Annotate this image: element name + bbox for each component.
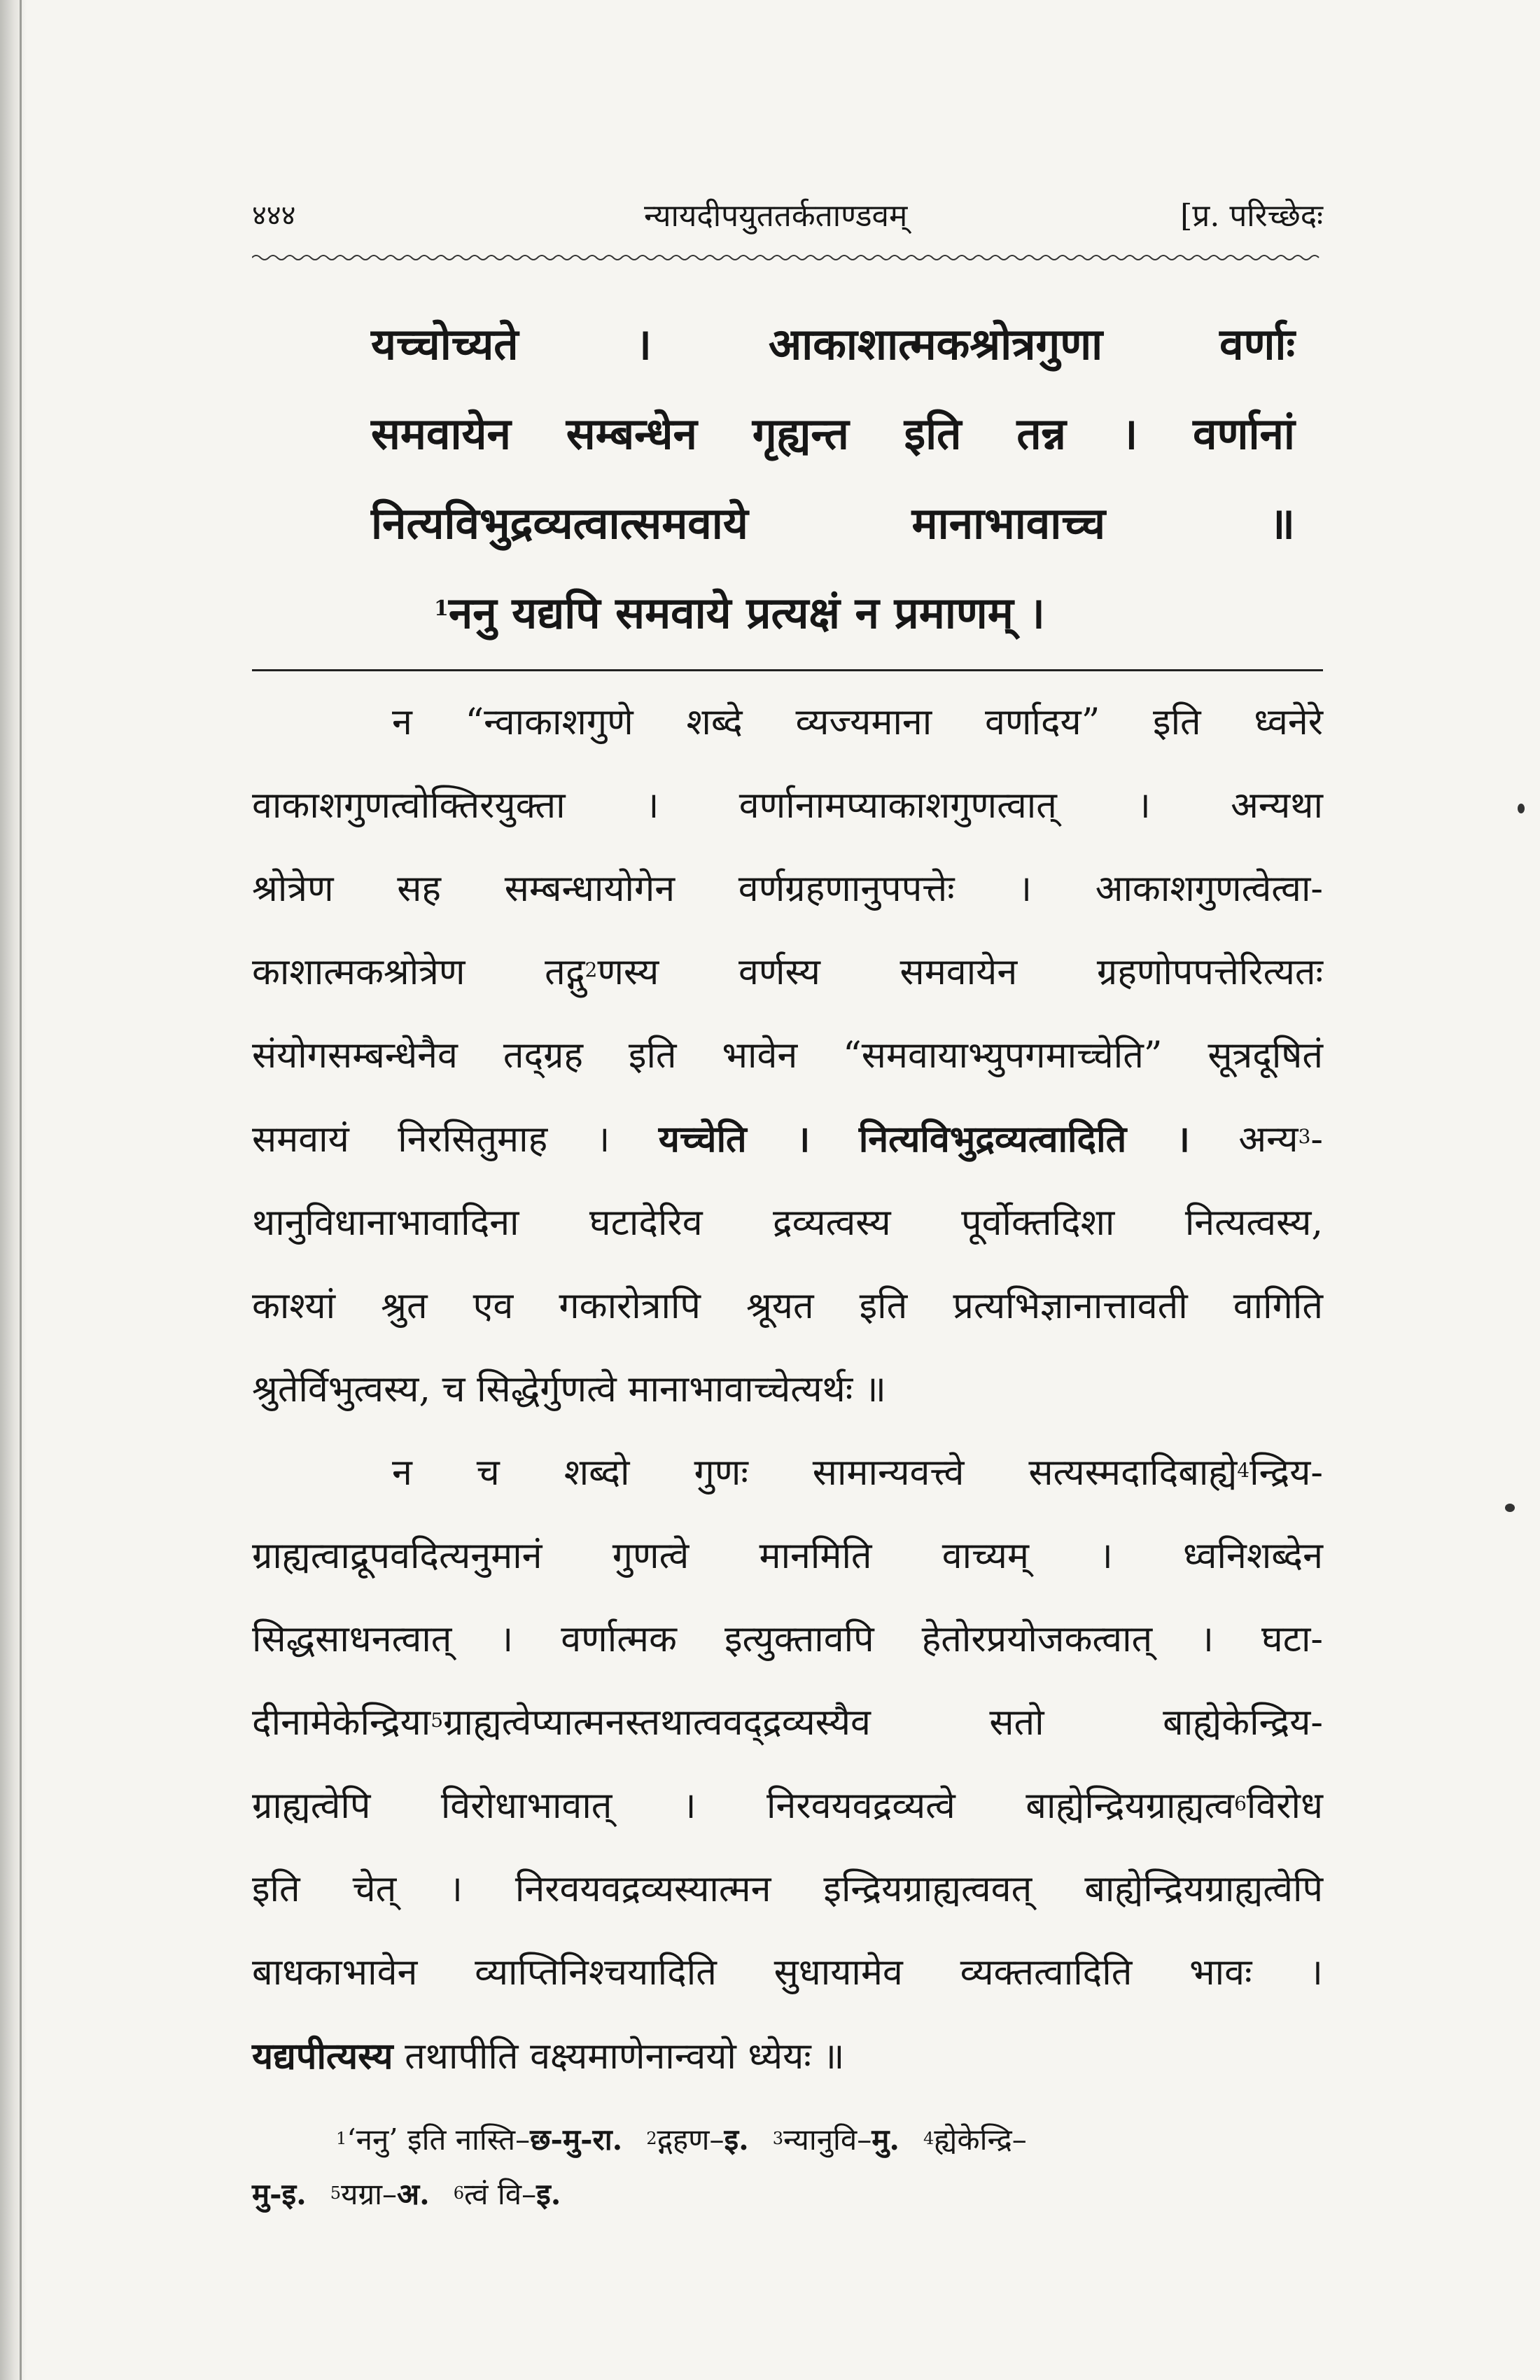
- root-text-line: नित्यविभुद्रव्यत्वात्समवाये मानाभावाच्च ॥: [371, 498, 1295, 549]
- footnotes-block: [252, 2113, 1323, 2222]
- commentary-line: काश्यां श्रुत एव गकारोत्रापि श्रूयत इति प्रत्यभिज्ञानात्तावती वागिति: [252, 1285, 1323, 1327]
- pratika-span: नित्यविभुद्रव्यत्वादिति ।: [858, 1118, 1190, 1161]
- page-number: ४४४: [252, 200, 296, 232]
- book-title: न्यायदीपयुततर्कताण्डवम्: [644, 198, 908, 234]
- commentary-line: [252, 2015, 1323, 2099]
- footnote-source: छ-मु-रा.: [530, 2122, 623, 2157]
- footnote-number: 1: [336, 2129, 347, 2148]
- scan-edge: [0, 0, 27, 2380]
- commentary-span: अन्य: [1238, 1119, 1298, 1161]
- footnote-text: त्वं वि–: [464, 2177, 537, 2211]
- footnote-source: इ.: [536, 2177, 561, 2211]
- commentary-span: समवायं निरसितुमाह ।: [252, 1119, 610, 1161]
- running-header: [252, 189, 1323, 245]
- commentary-line: बाधकाभावेन व्याप्तिनिश्चयादिति सुधायामेव व्यक्तत्वादिति भावः ।: [252, 1952, 1323, 1994]
- footnote-text: यग्रा–: [341, 2177, 398, 2211]
- commentary-line: [252, 1432, 1323, 1515]
- footnote-text: न्यानुवि–: [783, 2122, 872, 2157]
- commentary-line: श्रोत्रेण सह सम्बन्धायोगेन वर्णग्रहणानुपपत्तेः । आकाशगुणत्वेत्वा-: [252, 868, 1323, 910]
- commentary-line: इति चेत् । निरवयवद्रव्यस्यात्मन इन्द्रियग्राह्यत्ववत् बाह्येन्द्रियग्राह्यत्वेपि: [252, 1868, 1323, 1910]
- commentary-span: णस्य वर्णस्य समवायेन ग्रहणोपपत्तेरित्यतः: [597, 951, 1323, 993]
- footnote-marker: 2: [584, 958, 598, 981]
- scan-speck: [1505, 1504, 1515, 1512]
- footnote-marker: 6: [1234, 1792, 1247, 1815]
- footnote-number: 5: [330, 2183, 342, 2203]
- footnote-source: मु.: [872, 2122, 899, 2157]
- pratika-span: यद्यपीत्यस्य: [252, 2035, 393, 2078]
- footnote-text: ह्येकेन्द्रि–: [934, 2122, 1027, 2157]
- commentary-span: दीनामेकेन्द्रिया: [252, 1702, 431, 1744]
- root-text-span: ननु यद्यपि समवाये प्रत्यक्षं न प्रमाणम् ।: [448, 587, 1045, 638]
- chapter-heading: [प्र. परिच्छेदः: [1180, 198, 1323, 234]
- commentary-span: काशात्मकश्रोत्रेण तद्गु: [252, 951, 585, 993]
- footnote-number: 3: [772, 2129, 784, 2148]
- scan-speck: [1518, 804, 1525, 813]
- book-page: [252, 189, 1323, 2275]
- commentary-line: [252, 1681, 1323, 1765]
- commentary-line: ग्राह्यत्वाद्रूपवदित्यनुमानं गुणत्वे मानमिति वाच्यम् । ध्वनिशब्देन: [252, 1535, 1323, 1577]
- commentary-line: सिद्धसाधनत्वात् । वर्णात्मक इत्युक्तावपि हेतोरप्रयोजकत्वात् । घटा-: [252, 1618, 1323, 1660]
- section-rule: [252, 669, 1323, 671]
- commentary-span: ग्राह्यत्वेपि विरोधाभावात् । निरवयवद्रव्यत्वे बाह्येन्द्रियग्राह्यत्व: [252, 1785, 1235, 1827]
- footnote-line: [252, 2167, 1323, 2222]
- commentary-line: [252, 1098, 1323, 1182]
- commentary-line: संयोगसम्बन्धेनैव तद्ग्रह इति भावेन “समवायाभ्युपगमाच्चेति” सूत्रदूषितं: [252, 1035, 1323, 1077]
- commentary-span: न च शब्दो गुणः सामान्यवत्त्वे सत्यस्मदादिबाह्ये: [392, 1452, 1238, 1494]
- footnote-marker: 4: [1237, 1459, 1250, 1482]
- commentary-line: वाकाशगुणत्वोक्तिरयुक्ता । वर्णानामप्याकाशगुणत्वात् । अन्यथा: [252, 785, 1323, 827]
- footnote-source: मु-इ.: [252, 2177, 307, 2211]
- root-text-line: [371, 568, 1295, 658]
- footnote-marker: 5: [430, 1709, 444, 1732]
- root-text-line: यच्चोच्यते । आकाशात्मकश्रोत्रगुणा वर्णाः: [371, 318, 1295, 370]
- footnote-text: द्गहण–: [657, 2122, 724, 2157]
- commentary-span: ग्राह्यत्वेप्यात्मनस्तथात्ववद्द्रव्यस्यैव सतो बाह्येकेन्द्रिय-: [443, 1702, 1323, 1744]
- footnote-number: 4: [923, 2129, 934, 2148]
- root-text-block: [252, 300, 1323, 658]
- footnote-marker: 1: [434, 596, 449, 621]
- footnote-marker: 3: [1298, 1125, 1311, 1148]
- commentary-span: विरोध: [1246, 1785, 1323, 1827]
- header-wavy-rule: [252, 252, 1323, 263]
- root-text-line: समवायेन सम्बन्धेन गृह्यन्त इति तन्न । वर्णानां: [371, 408, 1295, 459]
- footnote-text: ‘ननु’ इति नास्ति–: [346, 2122, 531, 2157]
- commentary-span: न्द्रिय-: [1250, 1452, 1323, 1494]
- footnote-number: 6: [453, 2183, 465, 2203]
- commentary-line: श्रुतेर्विभुत्वस्य, च सिद्धेर्गुणत्वे मानाभावाच्चेत्यर्थः ॥: [252, 1368, 886, 1410]
- commentary-span: तथापीति वक्ष्यमाणेनान्वयो ध्येयः ॥: [405, 2036, 845, 2078]
- footnote-line: [252, 2113, 1323, 2167]
- commentary-line: थानुविधानाभावादिना घटादेरिव द्रव्यत्वस्य पूर्वोक्तदिशा नित्यत्वस्य,: [252, 1202, 1323, 1244]
- commentary-line: [252, 931, 1323, 1014]
- pratika-span: यच्चेति ।: [658, 1118, 811, 1161]
- footnote-source: अ.: [397, 2177, 430, 2211]
- commentary-line: न “न्वाकाशगुणे शब्दे व्यज्यमाना वर्णादय” इति ध्वनेरे: [392, 701, 1323, 743]
- commentary-span: -: [1310, 1119, 1323, 1161]
- scan-edge-line: [20, 0, 22, 2380]
- footnote-source: इ.: [724, 2122, 749, 2157]
- commentary-line: [252, 1765, 1323, 1848]
- commentary-block: [252, 681, 1323, 2099]
- footnote-number: 2: [646, 2129, 657, 2148]
